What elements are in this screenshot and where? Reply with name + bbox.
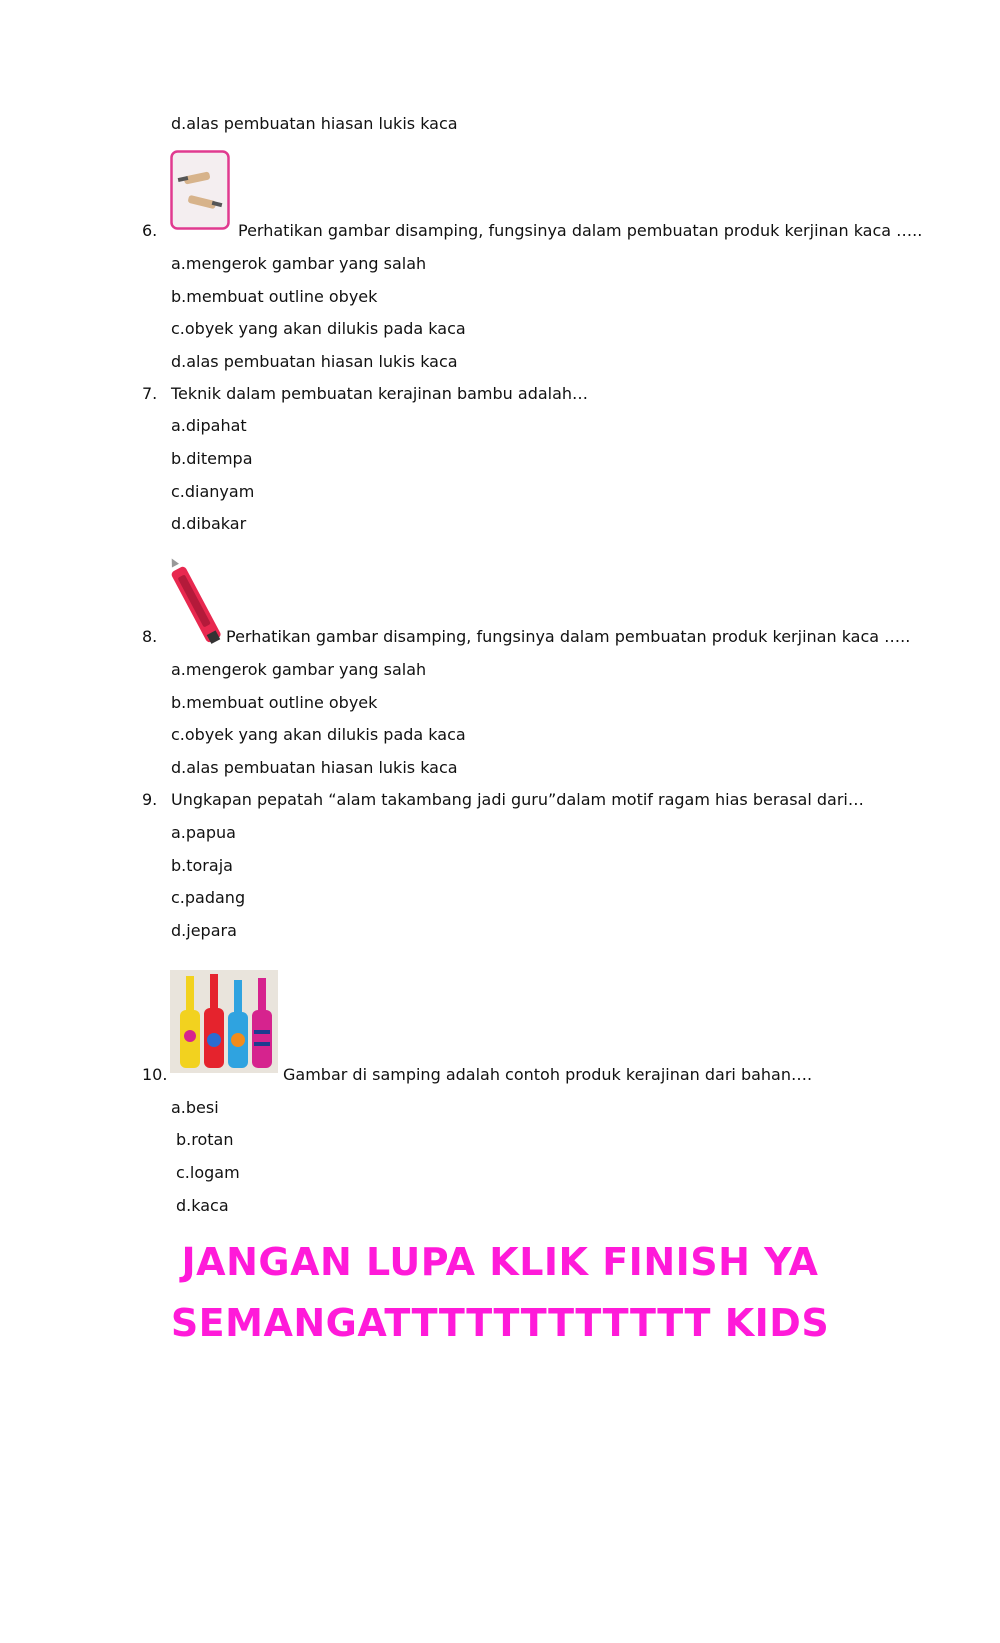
footer-encouragement: SEMANGATTTTTTTTTTTT KIDS bbox=[170, 1301, 830, 1345]
option-a[interactable]: a.mengerok gambar yang salah bbox=[171, 660, 427, 679]
question-number: 9. bbox=[142, 790, 158, 809]
option-b[interactable]: b.rotan bbox=[176, 1130, 234, 1149]
option-c[interactable]: c.obyek yang akan dilukis pada kaca bbox=[171, 319, 466, 338]
option-c[interactable]: c.padang bbox=[171, 888, 246, 907]
option-d[interactable]: d.dibakar bbox=[171, 514, 247, 533]
option-d[interactable]: d.alas pembuatan hiasan lukis kaca bbox=[171, 352, 458, 371]
option-a[interactable]: a.papua bbox=[171, 823, 236, 842]
option-a[interactable]: a.besi bbox=[171, 1098, 219, 1117]
option-a[interactable]: a.mengerok gambar yang salah bbox=[171, 254, 427, 273]
cutter-knife-icon bbox=[170, 558, 225, 650]
cutter-knife-image bbox=[170, 558, 225, 650]
question-text: Gambar di samping adalah contoh produk kerajinan dari bahan…. bbox=[283, 1065, 813, 1084]
option-b[interactable]: b.toraja bbox=[171, 856, 233, 875]
option-b[interactable]: b.membuat outline obyek bbox=[171, 693, 378, 712]
option-c[interactable]: c.logam bbox=[176, 1163, 240, 1182]
question-text: Perhatikan gambar disamping, fungsinya dalam pembuatan produk kerjinan kaca ….. bbox=[238, 221, 923, 240]
painted-bottles-icon bbox=[170, 970, 278, 1073]
option-b[interactable]: b.membuat outline obyek bbox=[171, 287, 378, 306]
question-text: Ungkapan pepatah “alam takambang jadi guru”dalam motif ragam hias berasal dari… bbox=[171, 790, 864, 809]
option-d[interactable]: d.kaca bbox=[176, 1196, 229, 1215]
carving-tools-image bbox=[170, 150, 230, 230]
option-d[interactable]: d.jepara bbox=[171, 921, 237, 940]
option-d[interactable]: d.alas pembuatan hiasan lukis kaca bbox=[171, 758, 458, 777]
option-a[interactable]: a.dipahat bbox=[171, 416, 247, 435]
question-number: 6. bbox=[142, 221, 158, 240]
option-c[interactable]: c.dianyam bbox=[171, 482, 255, 501]
question-number: 7. bbox=[142, 384, 158, 403]
option-c[interactable]: c.obyek yang akan dilukis pada kaca bbox=[171, 725, 466, 744]
carving-tools-icon bbox=[170, 150, 230, 230]
question-text: Teknik dalam pembuatan kerajinan bambu adalah… bbox=[171, 384, 589, 403]
painted-bottles-image bbox=[170, 970, 278, 1073]
option-b[interactable]: b.ditempa bbox=[171, 449, 253, 468]
question-text: Perhatikan gambar disamping, fungsinya dalam pembuatan produk kerjinan kaca ….. bbox=[226, 627, 911, 646]
footer-reminder: JANGAN LUPA KLIK FINISH YA bbox=[181, 1240, 819, 1284]
option-text: d.alas pembuatan hiasan lukis kaca bbox=[171, 114, 458, 133]
question-number: 10. bbox=[142, 1065, 168, 1084]
question-number: 8. bbox=[142, 627, 158, 646]
